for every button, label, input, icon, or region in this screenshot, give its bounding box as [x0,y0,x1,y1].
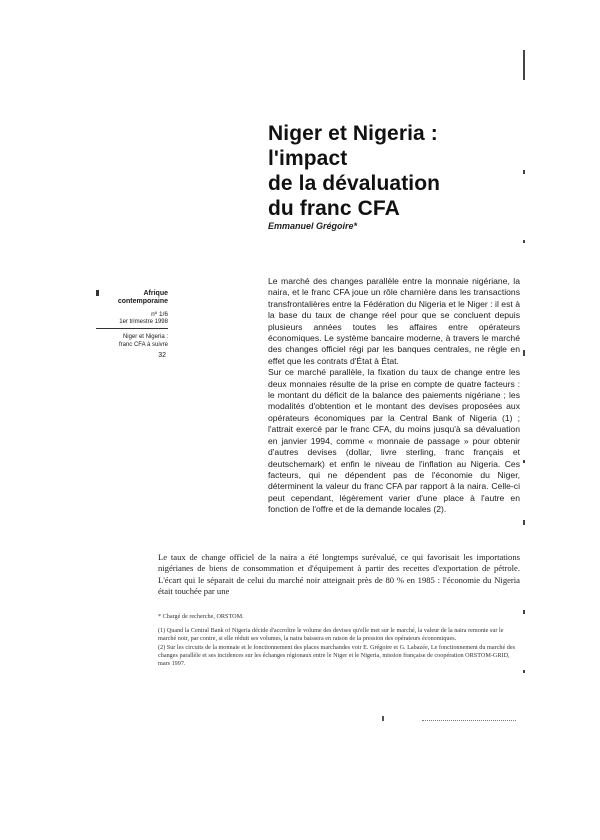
page-number: 32 [158,352,166,359]
footer-rule [422,720,516,721]
journal-name-line: Afrique [143,290,168,297]
footnotes [158,613,522,670]
issue-number: nº 1/6 [151,311,168,318]
body-paragraph: Sur ce marché parallèle, la fixation du taux de change entre les deux monnaies résulte de la prise en compte de quatre facteurs : le montant du déficit de la balance des paiements nigériane ; les modalités d'obtention et le montant des devises proposées aux opérateurs économiques par la Central Bank of Nigeria (1) ; l'attrait exercé par le franc CFA, du moins jusqu'à sa dévaluation en janvier 1994, comme « monnaie de passage » pour obtenir d'autres devises (dollar, livre sterling, franc français et deutschemark) et enfin le niveau de l'inflation au Nigeria. Ces facteurs, qui ne dépendent pas de l'économie du Niger, déterminent la valeur du franc CFA par rapport à la naira. Celle-ci peut cependant, légèrement varier d'une place à l'autre en fonction de l'offre et de la demande locales (2). [268,367,520,515]
journal-name-line: contemporaine [117,298,168,305]
author-affiliation: * Chargé de recherche, ORSTOM. [158,613,244,620]
journal-name [118,290,168,306]
wide-paragraph: Le taux de change officiel de la naira a été longtemps surévalué, ce qui favorisait les importations nigérianes de biens de consommation et d'équipement à partir des recettes d'exportation de pétrole. L'écart qui le séparait de celui du marché noir atteignait près de 80 % en 1985 : l'économie du Nigeria était touchée par une [158,552,520,597]
footnote: (1) Quand la Central Bank of Nigeria décide d'accroître le volume des devises qu'elle met sur le marché, la valeur de la naira remonte sur le marché noir, par contre, si elle réduit ses volumes, la naira baissera en raison de la pression des opérateurs économiques. [158,626,504,642]
issue-date: 1er trimestre 1998 [119,319,168,325]
body-column [268,276,520,516]
scan-edge-marks [523,50,531,690]
running-title [119,333,168,349]
title-line: l'impact [268,147,348,170]
sidebar-marker [96,290,99,296]
article-title [268,121,518,221]
sidebar-divider [96,328,168,329]
footnote: (2) Sur les circuits de la monnaie et le fonctionnement des places marchandes voir E. Grégoire et G. Labazée, Le fonctionnement du marché des changes parallèle et ses incidences sur les échanges régionaux entre le Niger et le Nigeria, mission française de coopération ORSTOM-GRID, mars 1997. [158,644,516,667]
running-title-line: franc CFA à suivre [118,342,168,348]
title-line: Niger et Nigeria : [268,122,438,145]
body-paragraph: Le marché des changes parallèle entre la monnaie nigériane, la naira, et le franc CFA joue un rôle charnière dans les transactions transfrontalières entre la Fédération du Nigeria et le Niger : il est à la base du taux de change réel pour que se concluent depuis plusieurs années toutes les affaires entre opérateurs économiques. Le système bancaire moderne, à travers le marché des changes officiel régi par les banques centrales, ne règle en effet que les contrats d'État à État. [268,276,520,366]
author-name: Emmanuel Grégoire* [268,221,358,231]
title-line: de la dévaluation [268,172,441,195]
page-mark [382,716,384,721]
running-title-line: Niger et Nigeria : [122,334,168,340]
title-line: du franc CFA [268,197,400,220]
